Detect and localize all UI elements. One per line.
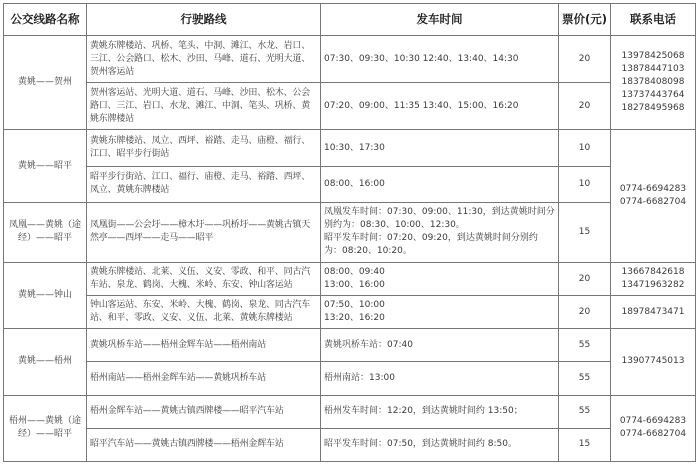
fare: 20 <box>559 36 611 83</box>
route-path: 黄姚东牌楼站、凤立、西坪、裕踏、走马、庙橙、福行、江口、昭平步行街站 <box>87 130 321 166</box>
phone-numbers: 13667842618 13471963282 <box>611 263 696 296</box>
fare: 55 <box>559 329 611 362</box>
header-row <box>4 4 696 36</box>
table-row <box>4 202 696 262</box>
table-row <box>4 296 696 329</box>
route-name: 黄姚——贺州 <box>4 36 87 130</box>
phone-numbers: 18978473471 <box>611 296 696 329</box>
header-route-path: 行驶路线 <box>87 4 321 36</box>
fare: 10 <box>559 166 611 202</box>
departure-time: 08:00、09:40 13:00、16:00 <box>321 263 559 296</box>
departure-time: 梧州发车时间：12:20，到达黄姚时间约 13:50； <box>321 395 559 428</box>
table-row <box>4 428 696 461</box>
route-path: 贺州客运站、光明大道、道石、马峰、沙田、松木、公会路口、三江、岩口、水龙、滩江、中洞、笔头、巩桥、黄姚东牌楼站 <box>87 83 321 130</box>
phone-numbers: 0774-6694283 0774-6682704 <box>611 130 696 263</box>
departure-time: 梧州南站：13:00 <box>321 362 559 395</box>
fare: 10 <box>559 130 611 166</box>
table-row <box>4 362 696 395</box>
fare: 15 <box>559 428 611 461</box>
phone-numbers: 0774-6694283 0774-6682704 <box>611 395 696 461</box>
table-row <box>4 83 696 130</box>
departure-time: 07:50、10:00 13:20、16:20 <box>321 296 559 329</box>
route-name: 黄姚——昭平 <box>4 130 87 202</box>
table-row <box>4 395 696 428</box>
departure-time: 凤凰发车时间：07:30、09:00、11:30，到达黄姚时间分别约为：08:30、10:00、12:30。 昭平发车时间：07:20、09:20，到达黄姚时间分别约为：08:20、10:20。 <box>321 202 559 262</box>
route-path: 昭平汽车站——黄姚古镇西牌楼——梧州金辉车站 <box>87 428 321 461</box>
table-row <box>4 130 696 166</box>
route-name: 梧州——黄姚（途经）——昭平 <box>4 395 87 461</box>
fare: 20 <box>559 263 611 296</box>
header-phone: 联系电话 <box>611 4 696 36</box>
fare: 20 <box>559 83 611 130</box>
route-path: 黄姚东牌楼站、巩桥、笔头、中洞、滩江、水龙、岩口、三江、公会路口、松木、沙田、马峰、道石、光明大道、贺州客运站 <box>87 36 321 83</box>
route-path: 梧州金辉车站——黄姚古镇西牌楼——昭平汽车站 <box>87 395 321 428</box>
fare: 55 <box>559 395 611 428</box>
route-path: 黄姚巩桥车站——梧州金辉车站——梧州南站 <box>87 329 321 362</box>
table-row <box>4 36 696 83</box>
header-route-name: 公交线路名称 <box>4 4 87 36</box>
route-path: 钟山客运站、东安、米岭、大槐、鹤岗、泉龙、同古汽车站、和平、零政、义安、义伍、北莱、黄姚东牌楼站 <box>87 296 321 329</box>
route-path: 黄姚东牌楼站、北莱、义伍、义安、零政、和平、同古汽车站、泉龙、鹤岗、大槐、米岭、东安、钟山客运站 <box>87 263 321 296</box>
table-row <box>4 329 696 362</box>
header-departure-time: 发车时间 <box>321 4 559 36</box>
table-row <box>4 166 696 202</box>
phone-numbers: 13978425068 13878447103 18378408098 13737443764 18278495968 <box>611 36 696 130</box>
fare: 20 <box>559 296 611 329</box>
departure-time: 黄姚巩桥车站：07:40 <box>321 329 559 362</box>
departure-time: 昭平发车时间：07:50，到达黄姚时间约 8:50。 <box>321 428 559 461</box>
departure-time: 08:00、16:00 <box>321 166 559 202</box>
header-fare: 票价(元) <box>559 4 611 36</box>
fare: 55 <box>559 362 611 395</box>
bus-schedule-table <box>3 3 696 462</box>
departure-time: 07:20、09:00、11:35 13:40、15:00、16:20 <box>321 83 559 130</box>
route-name: 黄姚——梧州 <box>4 329 87 395</box>
phone-numbers: 13907745013 <box>611 329 696 395</box>
route-path: 凤凰街——公会圩——樟木圩——巩桥圩——黄姚古镇天然亭——西坪——走马——昭平 <box>87 202 321 262</box>
departure-time: 10:30、17:30 <box>321 130 559 166</box>
table-row <box>4 263 696 296</box>
route-path: 昭平步行街站、江口、福行、庙橙、走马、裕踏、西坪、凤立、黄姚东牌楼站 <box>87 166 321 202</box>
route-name: 黄姚——钟山 <box>4 263 87 329</box>
route-name: 凤凰——黄姚（途经）——昭平 <box>4 202 87 262</box>
departure-time: 07:30、09:30、10:30 12:40、13:40、14:30 <box>321 36 559 83</box>
route-path: 梧州南站——梧州金辉车站——黄姚巩桥车站 <box>87 362 321 395</box>
fare: 15 <box>559 202 611 262</box>
